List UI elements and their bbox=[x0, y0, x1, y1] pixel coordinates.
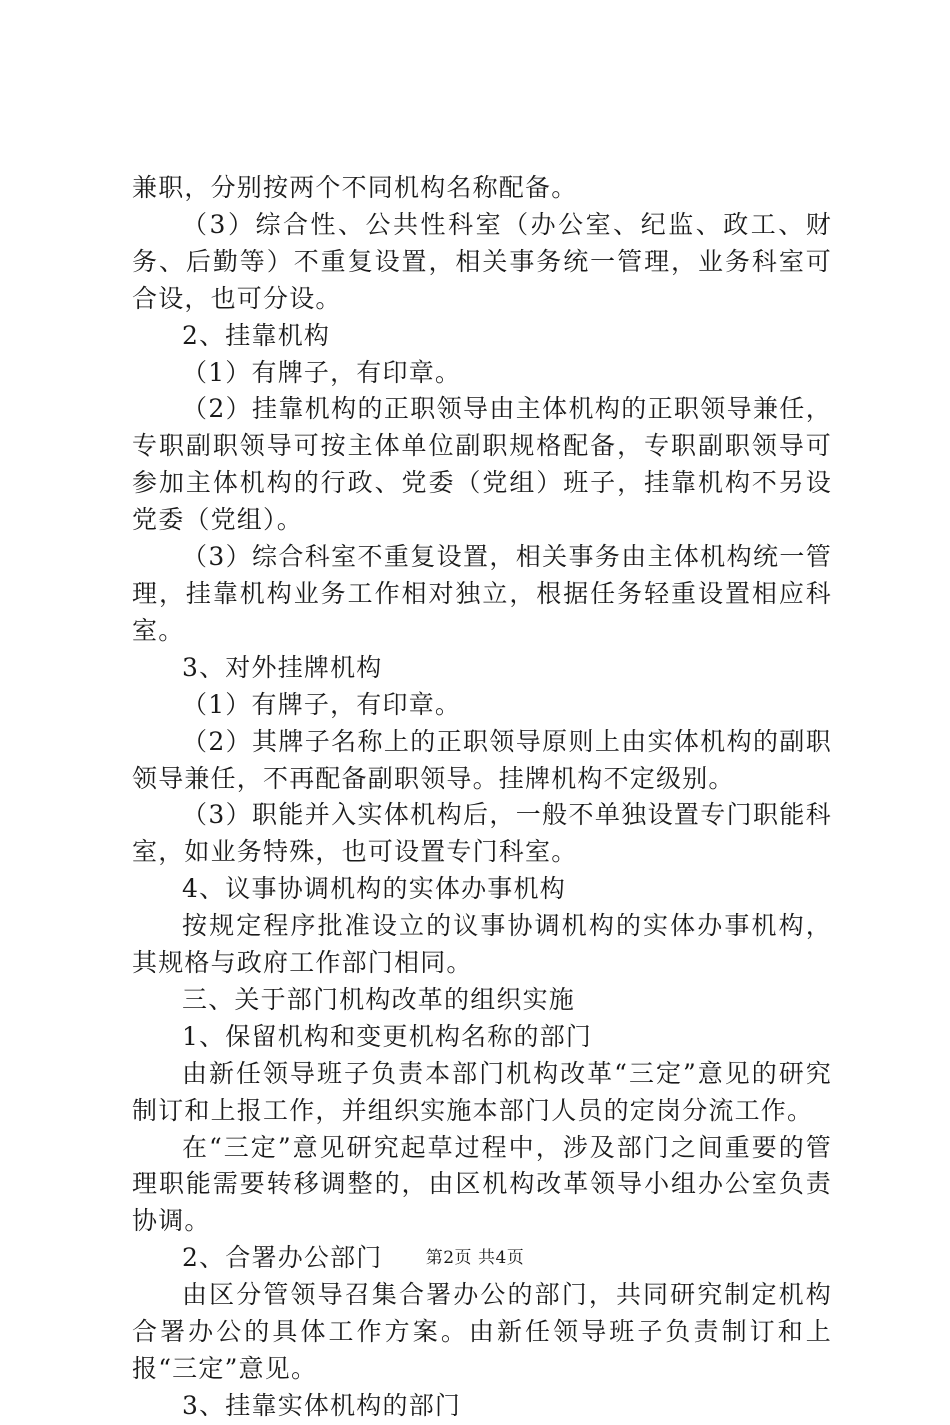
paragraph: （3）职能并入实体机构后，一般不单独设置专门职能科室，如业务特殊，也可设置专门科室。 bbox=[132, 800, 832, 867]
section-heading: 4、议事协调机构的实体办事机构 bbox=[182, 874, 566, 904]
paragraph: （3）综合性、公共性科室（办公室、纪监、政工、财务、后勤等）不重复设置，相关事务统一管理，业务科室可合设，也可分设。 bbox=[132, 209, 832, 313]
paragraph: 由区分管领导召集合署办公的部门，共同研究制定机构合署办公的具体工作方案。由新任领导班子负责制订和上报“三定”意见。 bbox=[132, 1280, 832, 1383]
paragraph: 由新任领导班子负责本部门机构改革“三定”意见的研究制订和上报工作，并组织实施本部门人员的定岗分流工作。 bbox=[132, 1058, 832, 1125]
document-body bbox=[132, 170, 832, 1425]
section-heading: 1、保留机构和变更机构名称的部门 bbox=[182, 1021, 593, 1051]
section-heading: 2、挂靠机构 bbox=[182, 320, 331, 350]
section-heading: 3、挂靠实体机构的部门 bbox=[182, 1390, 462, 1420]
section-heading: 2、合署办公部门 bbox=[182, 1243, 383, 1273]
paragraph: 按规定程序批准设立的议事协调机构的实体办事机构，其规格与政府工作部门相同。 bbox=[132, 911, 832, 978]
paragraph: （1）有牌子，有印章。 bbox=[182, 357, 462, 387]
paragraph: （2）其牌子名称上的正职领导原则上由实体机构的副职领导兼任，不再配备副职领导。挂牌机构不定级别。 bbox=[132, 726, 832, 793]
page-number-footer: 第2页 共4页 bbox=[425, 1248, 525, 1268]
paragraph: 在“三定”意见研究起草过程中，涉及部门之间重要的管理职能需要转移调整的，由区机构改革领导小组办公室负责协调。 bbox=[132, 1132, 832, 1236]
paragraph: 兼职，分别按两个不同机构名称配备。 bbox=[132, 173, 578, 202]
section-heading: 3、对外挂牌机构 bbox=[182, 652, 383, 682]
chapter-heading: 三、关于部门机构改革的组织实施 bbox=[182, 984, 576, 1014]
paragraph: （3）综合科室不重复设置，相关事务由主体机构统一管理，挂靠机构业务工作相对独立，根据任务轻重设置相应科室。 bbox=[132, 542, 832, 645]
paragraph: （1）有牌子，有印章。 bbox=[182, 689, 462, 719]
paragraph: （2）挂靠机构的正职领导由主体机构的正职领导兼任，专职副职领导可按主体单位副职规格配备，专职副职领导可参加主体机构的行政、党委（党组）班子，挂靠机构不另设党委（党组）。 bbox=[132, 394, 832, 535]
